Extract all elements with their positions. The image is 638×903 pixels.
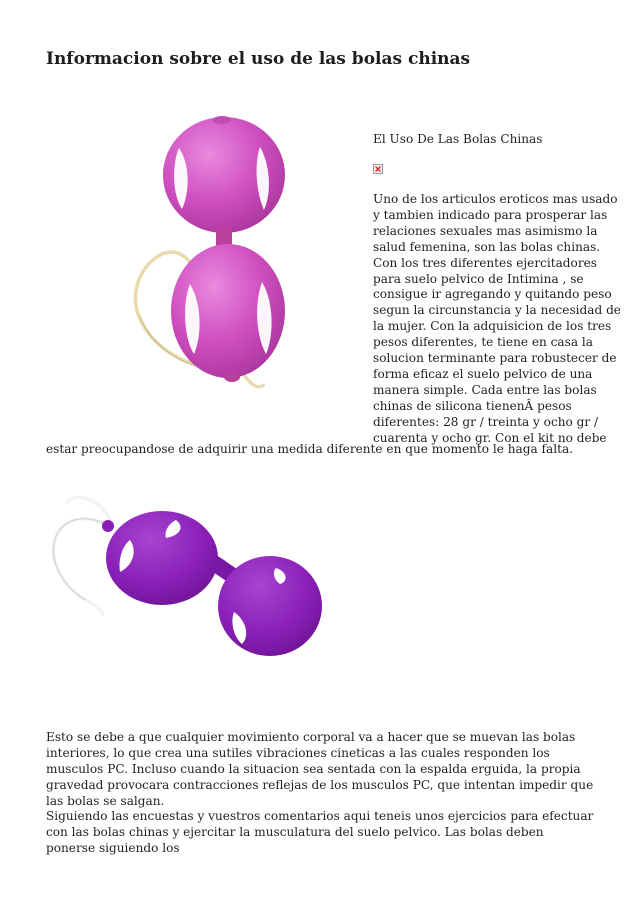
paragraph-line: Con los tres diferentes ejercitadores [373, 255, 597, 270]
paragraph-line: y tambien indicado para prosperar las [373, 207, 608, 222]
paragraph-line: relaciones sexuales mas asimismo la [373, 223, 598, 238]
paragraph-line: forma eficaz el suelo pelvico de una [373, 366, 593, 381]
article-paragraph-1 [373, 192, 621, 447]
article-paragraph-3: Siguiendo las encuestas y vuestros comentarios aqui teneis unos ejercicios para efectuar con las bolas chinas y ejercitar la musculatura del suelo pelvico. Las bolas deben ponerse siguiendo los [46, 809, 594, 855]
article-paragraph-1-tail: estar preocupandose de adquirir una medida diferente en que momento le haga falta. [46, 442, 574, 456]
purple-kegel-balls-image [46, 482, 336, 664]
paragraph-line: la mujer. Con la adquisicion de los tres [373, 319, 612, 334]
pink-kegel-balls-image [132, 114, 354, 406]
paragraph-line: solucion terminante para robustecer de [373, 351, 617, 366]
paragraph-line: cuarenta y ocho gr. Con el kit no debe [373, 430, 607, 445]
broken-image-icon [373, 164, 383, 174]
paragraph-line: consigue ir agregando y quitando peso [373, 287, 612, 302]
paragraph-line: segun la circunstancia y la necesidad de [373, 303, 621, 318]
paragraph-line: diferentes: 28 gr / treinta y ocho gr / [373, 414, 599, 429]
paragraph-line: pesos diferentes, te tiene en casa la [373, 335, 593, 350]
paragraph-line: manera simple. Cada entre las bolas [373, 382, 597, 397]
paragraph-line: salud femenina, son las bolas chinas. [373, 239, 601, 254]
article-paragraph-2: Esto se debe a que cualquier movimiento corporal va a hacer que se muevan las bolas interiores, lo que crea una sutiles vibraciones cineticas a las cuales responden los musculos PC. Incluso cuando la situacion sea sentada con la espalda erguida, la propia gravedad provocara contracciones reflejas de los musculos PC, que intentan impedir que las bolas se salgan. [46, 730, 594, 808]
article-heading: El Uso De Las Bolas Chinas [373, 132, 543, 146]
paragraph-line: Uno de los articulos eroticos mas usado [373, 192, 618, 206]
paragraph-line: para suelo pelvico de Intimina , se [373, 271, 584, 286]
page-title: Informacion sobre el uso de las bolas chinas [46, 49, 471, 69]
paragraph-line: chinas de silicona tienenÂ pesos [373, 398, 572, 413]
